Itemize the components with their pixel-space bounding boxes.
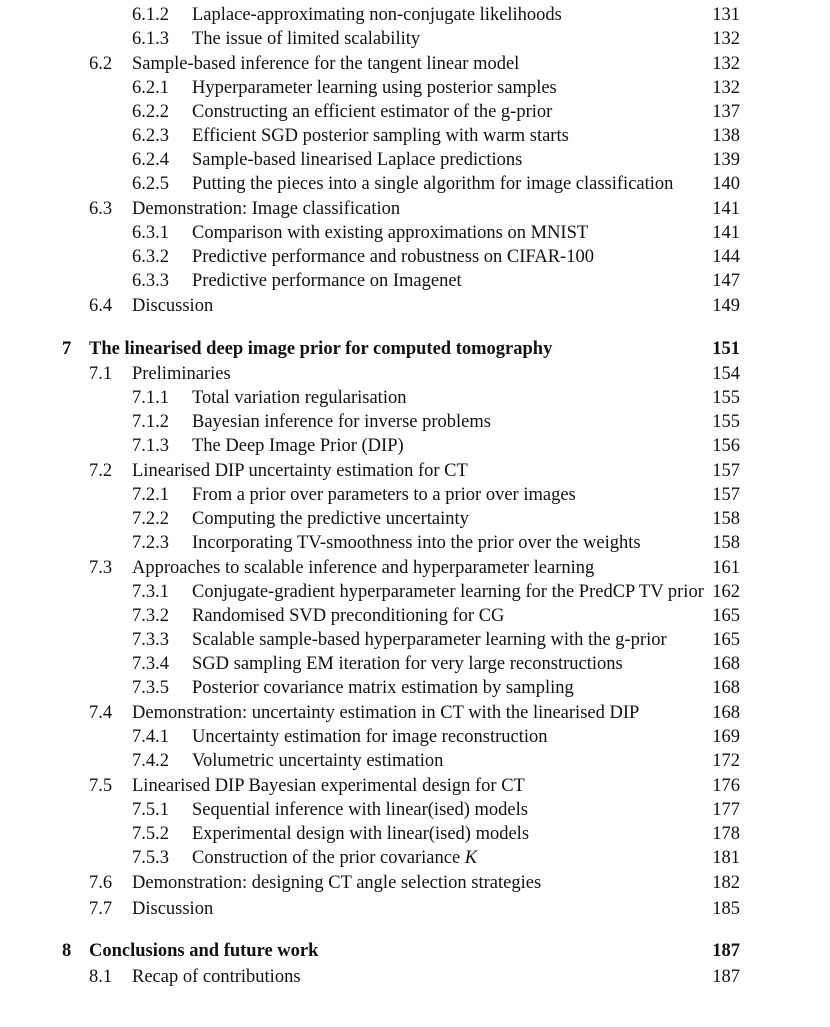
- toc-entry-page: 185: [712, 899, 740, 919]
- toc-entry-title: Demonstration: uncertainty estimation in CT with the linearised DIP: [132, 703, 640, 723]
- toc-entry-number: 6.2.4: [132, 150, 169, 170]
- toc-entry-number: 8.1: [89, 967, 113, 987]
- toc-entry-title: Laplace-approximating non-conjugate likelihoods: [192, 5, 562, 25]
- toc-entry-number: 7.4.2: [132, 751, 169, 771]
- toc-entry-number: 7.1.2: [132, 412, 169, 432]
- toc-entry-title: Discussion: [132, 296, 214, 316]
- toc-subsection-row[interactable]: [0, 652, 830, 676]
- toc-entry-title: Uncertainty estimation for image reconstruction: [192, 727, 548, 747]
- toc-entry-page: 165: [712, 630, 740, 650]
- toc-entry-number: 6.3.1: [132, 223, 169, 243]
- toc-entry-number: 7: [62, 339, 72, 359]
- toc-entry-page: 158: [712, 533, 740, 553]
- toc-entry-title: Scalable sample-based hyperparameter learning with the g-prior: [192, 630, 667, 650]
- toc-subsection-row[interactable]: [0, 124, 830, 148]
- toc-entry-title: Experimental design with linear(ised) models: [192, 824, 530, 844]
- toc-entry-title: Sample-based inference for the tangent linear model: [132, 54, 520, 74]
- toc-entry-title: Demonstration: designing CT angle selection strategies: [132, 873, 542, 893]
- toc-entry-page: 155: [712, 388, 740, 408]
- toc-subsection-row[interactable]: [0, 434, 830, 458]
- toc-entry-title: Posterior covariance matrix estimation by sampling: [192, 678, 574, 698]
- toc-entry-page: 149: [712, 296, 740, 316]
- toc-entry-number: 7.7: [89, 899, 113, 919]
- toc-entry-number: 6.2.3: [132, 126, 169, 146]
- toc-entry-title: SGD sampling EM iteration for very large reconstructions: [192, 654, 623, 674]
- toc-entry-title: Demonstration: Image classification: [132, 199, 401, 219]
- toc-entry-page: 140: [712, 174, 740, 194]
- toc-subsection-row[interactable]: [0, 798, 830, 822]
- toc-entry-number: 7.2.3: [132, 533, 169, 553]
- toc-subsection-row[interactable]: [0, 100, 830, 124]
- toc-entry-number: 7.4.1: [132, 727, 169, 747]
- toc-entry-title: Volumetric uncertainty estimation: [192, 751, 444, 771]
- toc-entry-title: Recap of contributions: [132, 967, 301, 987]
- toc-subsection-row[interactable]: [0, 172, 830, 196]
- toc-entry-page: 137: [712, 102, 740, 122]
- toc-subsection-row[interactable]: [0, 148, 830, 172]
- toc-entry-number: 7.2.1: [132, 485, 169, 505]
- toc-entry-page: 177: [712, 800, 740, 820]
- toc-subsection-row[interactable]: [0, 822, 830, 846]
- toc-section-row[interactable]: [0, 52, 830, 76]
- toc-entry-number: 6.1.2: [132, 5, 169, 25]
- toc-entry-title: Construction of the prior covariance K: [192, 848, 478, 868]
- toc-section-row[interactable]: [0, 965, 830, 989]
- toc-subsection-row[interactable]: [0, 604, 830, 628]
- toc-subsection-row[interactable]: [0, 580, 830, 604]
- toc-subsection-row[interactable]: [0, 76, 830, 100]
- toc-entry-page: 168: [712, 678, 740, 698]
- toc-entry-number: 7.2: [89, 461, 113, 481]
- toc-entry-number: 7.6: [89, 873, 113, 893]
- toc-entry-title: Linearised DIP uncertainty estimation for CT: [132, 461, 468, 481]
- toc-entry-title: Randomised SVD preconditioning for CG: [192, 606, 505, 626]
- toc-entry-number: 7.3.5: [132, 678, 169, 698]
- toc-subsection-row[interactable]: [0, 245, 830, 269]
- toc-chapter-row[interactable]: [0, 939, 830, 963]
- toc-entry-number: 6.2: [89, 54, 113, 74]
- toc-entry-title: Approaches to scalable inference and hyperparameter learning: [132, 558, 595, 578]
- toc-entry-page: 144: [712, 247, 740, 267]
- toc-entry-page: 139: [712, 150, 740, 170]
- toc-entry-title: Incorporating TV-smoothness into the prior over the weights: [192, 533, 641, 553]
- toc-entry-title: Predictive performance and robustness on CIFAR-100: [192, 247, 594, 267]
- toc-section-row[interactable]: [0, 556, 830, 580]
- toc-entry-page: 161: [712, 558, 740, 578]
- toc-entry-title: Computing the predictive uncertainty: [192, 509, 469, 529]
- toc-entry-number: 6.3: [89, 199, 113, 219]
- toc-subsection-row[interactable]: [0, 27, 830, 51]
- toc-entry-title: The Deep Image Prior (DIP): [192, 436, 404, 456]
- toc-subsection-row[interactable]: [0, 725, 830, 749]
- toc-entry-title: Linearised DIP Bayesian experimental design for CT: [132, 776, 525, 796]
- toc-section-row[interactable]: [0, 197, 830, 221]
- toc-entry-title: Sample-based linearised Laplace predictions: [192, 150, 523, 170]
- toc-entry-page: 162: [712, 582, 740, 602]
- toc-entry-number: 7.4: [89, 703, 113, 723]
- toc-entry-number: 6.3.3: [132, 271, 169, 291]
- toc-entry-page: 172: [712, 751, 740, 771]
- toc-entry-page: 157: [712, 485, 740, 505]
- toc-entry-page: 181: [712, 848, 740, 868]
- toc-entry-number: 7.5: [89, 776, 113, 796]
- toc-entry-page: 169: [712, 727, 740, 747]
- toc-subsection-row[interactable]: [0, 3, 830, 27]
- toc-entry-number: 7.5.3: [132, 848, 169, 868]
- toc-entry-number: 6.2.5: [132, 174, 169, 194]
- toc-entry-title: Putting the pieces into a single algorithm for image classification: [192, 174, 674, 194]
- toc-entry-number: 7.5.1: [132, 800, 169, 820]
- toc-entry-page: 132: [712, 54, 740, 74]
- toc-section-row[interactable]: [0, 897, 830, 921]
- toc-entry-title: Preliminaries: [132, 364, 231, 384]
- toc-entry-page: 155: [712, 412, 740, 432]
- toc-entry-page: 168: [712, 703, 740, 723]
- toc-entry-page: 156: [712, 436, 740, 456]
- toc-entry-number: 6.2.1: [132, 78, 169, 98]
- toc-section-row[interactable]: [0, 871, 830, 895]
- toc-entry-title: The issue of limited scalability: [192, 29, 421, 49]
- toc-subsection-row[interactable]: [0, 386, 830, 410]
- toc-entry-page: 132: [712, 29, 740, 49]
- toc-subsection-row[interactable]: [0, 531, 830, 555]
- toc-entry-number: 6.1.3: [132, 29, 169, 49]
- toc-entry-number: 7.5.2: [132, 824, 169, 844]
- toc-entry-title: Bayesian inference for inverse problems: [192, 412, 491, 432]
- toc-entry-page: 131: [712, 5, 740, 25]
- toc-entry-title: Hyperparameter learning using posterior samples: [192, 78, 557, 98]
- toc-entry-number: 6.3.2: [132, 247, 169, 267]
- toc-chapter-row[interactable]: [0, 337, 830, 361]
- toc-entry-title: Conclusions and future work: [89, 941, 319, 961]
- toc-entry-page: 176: [712, 776, 740, 796]
- toc-entry-number: 6.2.2: [132, 102, 169, 122]
- toc-entry-page: 158: [712, 509, 740, 529]
- toc-section-row[interactable]: [0, 774, 830, 798]
- toc-entry-page: 132: [712, 78, 740, 98]
- toc-entry-page: 138: [712, 126, 740, 146]
- toc-subsection-row[interactable]: [0, 410, 830, 434]
- toc-entry-number: 7.1.3: [132, 436, 169, 456]
- toc-entry-title: Sequential inference with linear(ised) models: [192, 800, 528, 820]
- toc-subsection-row[interactable]: [0, 507, 830, 531]
- toc-entry-number: 7.3.3: [132, 630, 169, 650]
- math-symbol-k: K: [464, 848, 478, 868]
- toc-entry-page: 157: [712, 461, 740, 481]
- toc-entry-title: Conjugate-gradient hyperparameter learning for the PredCP TV prior: [192, 582, 704, 602]
- toc-section-row[interactable]: [0, 294, 830, 318]
- toc-entry-page: 141: [712, 223, 740, 243]
- toc-subsection-row[interactable]: [0, 676, 830, 700]
- toc-entry-number: 8: [62, 941, 72, 961]
- toc-subsection-row[interactable]: [0, 628, 830, 652]
- toc-entry-page: 154: [712, 364, 740, 384]
- toc-entry-page: 187: [712, 941, 740, 961]
- toc-entry-page: 182: [712, 873, 740, 893]
- toc-subsection-row[interactable]: [0, 269, 830, 293]
- toc-entry-page: 147: [712, 271, 740, 291]
- toc-entry-number: 7.3.2: [132, 606, 169, 626]
- toc-entry-page: 151: [712, 339, 740, 359]
- toc-entry-number: 6.4: [89, 296, 113, 316]
- toc-entry-title: The linearised deep image prior for computed tomography: [89, 339, 553, 359]
- toc-section-row[interactable]: [0, 701, 830, 725]
- toc-entry-title: Comparison with existing approximations on MNIST: [192, 223, 589, 243]
- toc-subsection-row[interactable]: [0, 846, 830, 870]
- toc-entry-number: 7.3.4: [132, 654, 169, 674]
- toc-subsection-row[interactable]: [0, 221, 830, 245]
- toc-section-row[interactable]: [0, 362, 830, 386]
- toc-entry-page: 178: [712, 824, 740, 844]
- toc-entry-title: Constructing an efficient estimator of the g-prior: [192, 102, 553, 122]
- toc-section-row[interactable]: [0, 459, 830, 483]
- toc-entry-page: 187: [712, 967, 740, 987]
- toc-entry-title: From a prior over parameters to a prior over images: [192, 485, 576, 505]
- toc-entry-title: Predictive performance on Imagenet: [192, 271, 462, 291]
- toc-entry-number: 7.1.1: [132, 388, 169, 408]
- toc-entry-title: Discussion: [132, 899, 214, 919]
- toc-entry-page: 165: [712, 606, 740, 626]
- toc-entry-number: 7.1: [89, 364, 113, 384]
- toc-entry-title: Efficient SGD posterior sampling with warm starts: [192, 126, 569, 146]
- toc-entry-number: 7.3: [89, 558, 113, 578]
- toc-entry-number: 7.2.2: [132, 509, 169, 529]
- toc-entry-title: Total variation regularisation: [192, 388, 407, 408]
- toc-subsection-row[interactable]: [0, 483, 830, 507]
- toc-subsection-row[interactable]: [0, 749, 830, 773]
- toc-entry-number: 7.3.1: [132, 582, 169, 602]
- toc-entry-page: 168: [712, 654, 740, 674]
- toc-entry-page: 141: [712, 199, 740, 219]
